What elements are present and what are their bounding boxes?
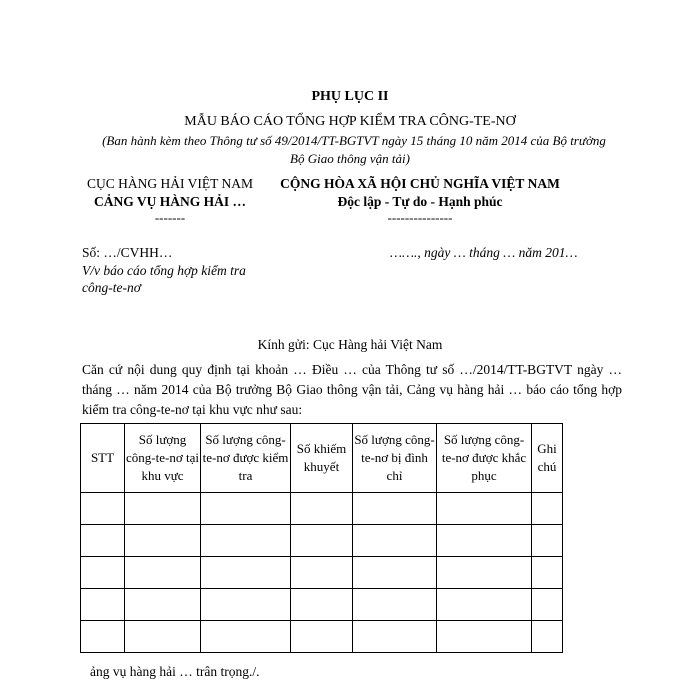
intro-paragraph: Căn cứ nội dung quy định tại khoản … Điều … của Thông tư số …/2014/TT-BGTVT ngày … tháng … năm 2014 của Bộ trưởng Bộ Giao thông vận tải, Cảng vụ hàng hải … báo cáo tổng hợp kiểm tra công-te-nơ tại khu vực như sau: (82, 362, 622, 417)
appendix-title: PHỤ LỤC II (311, 89, 389, 104)
right-header-divider: --------------- (387, 210, 453, 225)
table-cell (291, 621, 353, 653)
table-cell (437, 525, 532, 557)
column-header: Số lượng công-te-nơ được kiểm tra (201, 424, 291, 493)
table-row (81, 493, 563, 525)
table-cell (81, 493, 125, 525)
table-cell (532, 557, 563, 589)
form-title: MẪU BÁO CÁO TỔNG HỢP KIỂM TRA CÔNG-TE-NƠ (184, 114, 516, 129)
subject-line-2: công-te-nơ (82, 280, 141, 295)
port-authority-name: CẢNG VỤ HÀNG HẢI … (93, 194, 246, 209)
table-cell (353, 621, 437, 653)
report-table (80, 423, 563, 653)
table-cell (201, 621, 291, 653)
table-cell (437, 589, 532, 621)
table-header-row (81, 424, 563, 493)
table-cell (125, 621, 201, 653)
agency-name: CỤC HÀNG HẢI VIỆT NAM (86, 176, 253, 191)
table-cell (81, 589, 125, 621)
table-cell (437, 493, 532, 525)
national-motto: Độc lập - Tự do - Hạnh phúc (337, 194, 503, 209)
issued-note-line-1: (Ban hành kèm theo Thông tư số 49/2014/TT-BGTVT ngày 15 tháng 10 năm 2014 của Bộ trưởng (102, 133, 606, 148)
recipient: Kính gửi: Cục Hàng hải Việt Nam (257, 337, 443, 352)
table-cell (201, 557, 291, 589)
table-row (81, 589, 563, 621)
table-cell (291, 557, 353, 589)
column-header: Số lượng công-te-nơ được khắc phục (437, 424, 532, 493)
table-cell (125, 525, 201, 557)
table-row (81, 557, 563, 589)
table-cell (81, 525, 125, 557)
table-cell (81, 621, 125, 653)
table-row (81, 525, 563, 557)
column-header: Số lượng công-te-nơ bị đình chỉ (353, 424, 437, 493)
table-row (81, 621, 563, 653)
table-cell (532, 621, 563, 653)
column-header: STT (81, 424, 125, 493)
table-cell (291, 525, 353, 557)
national-title: CỘNG HÒA XÃ HỘI CHỦ NGHĨA VIỆT NAM (280, 176, 560, 191)
table-cell (125, 493, 201, 525)
column-header: Số lượng công-te-nơ tại khu vực (125, 424, 201, 493)
document-number: Số: …/CVHH… (82, 245, 173, 260)
table-cell (532, 589, 563, 621)
table-cell (353, 557, 437, 589)
table-cell (353, 493, 437, 525)
table-cell (201, 589, 291, 621)
table-cell (125, 589, 201, 621)
table-cell (81, 557, 125, 589)
left-header-divider: ------- (154, 210, 186, 225)
table-cell (532, 525, 563, 557)
subject-line-1: V/v báo cáo tổng hợp kiểm tra (82, 263, 246, 278)
column-header: Ghi chú (532, 424, 563, 493)
table-cell (201, 525, 291, 557)
issued-note-line-2: Bộ Giao thông vận tải) (290, 151, 410, 166)
table-cell (291, 589, 353, 621)
table-cell (437, 621, 532, 653)
table-cell (291, 493, 353, 525)
table-cell (353, 589, 437, 621)
table-cell (201, 493, 291, 525)
table-cell (125, 557, 201, 589)
table-cell (532, 493, 563, 525)
table-cell (437, 557, 532, 589)
closing-text: ảng vụ hàng hải … trân trọng./. (90, 664, 260, 679)
table-cell (353, 525, 437, 557)
column-header: Số khiếm khuyết (291, 424, 353, 493)
place-date: ……., ngày … tháng … năm 201… (390, 245, 578, 260)
